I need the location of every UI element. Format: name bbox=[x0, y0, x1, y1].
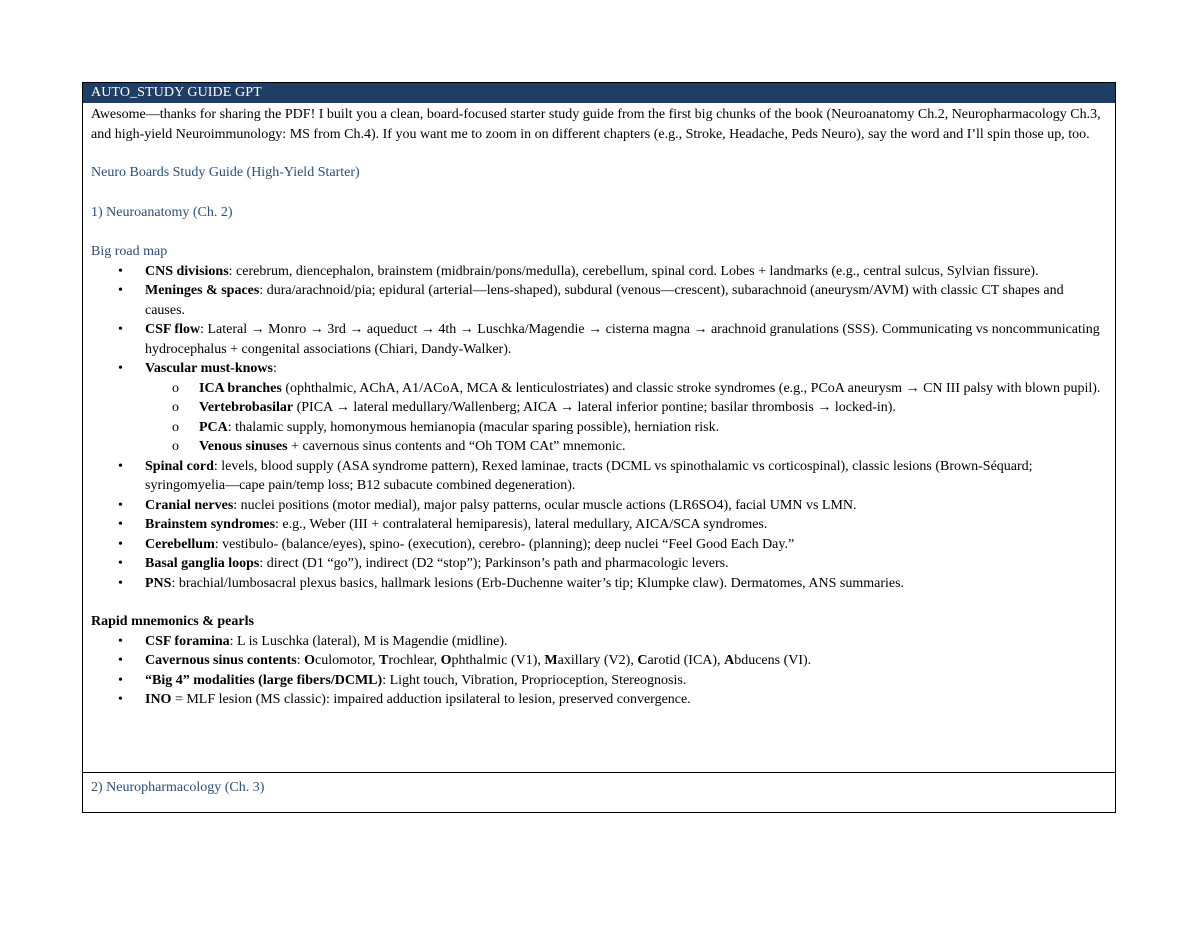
term: Cerebellum bbox=[145, 536, 215, 552]
sub-list-item bbox=[199, 379, 1107, 399]
term: CSF flow bbox=[145, 322, 201, 337]
item-text: axillary (V2), bbox=[557, 653, 638, 668]
term: ICA branches bbox=[199, 380, 282, 396]
intro-paragraph: Awesome—thanks for sharing the PDF! I built you a clean, board-focused starter study guide from the first big chunks of the book (Neuroanatomy Ch.2, Neuropharmacology Ch.3, and high-yield Neuroimmunology: MS from Ch.4). If you want me to zoom in on different chapters (e.g., Stroke, Headache, Peds Neuro), say the word and I’ll spin those up, too. bbox=[91, 107, 1101, 142]
term: CSF foramina bbox=[145, 633, 230, 649]
term: Venous sinuses bbox=[199, 439, 288, 454]
mnemonics-list bbox=[91, 632, 1107, 710]
item-text: : nuclei positions (motor medial), major palsy patterns, ocular muscle actions (LR6SO4), facial UMN vs LMN. bbox=[233, 497, 857, 513]
list-item bbox=[145, 320, 1107, 359]
item-text: : L is Luschka (lateral), M is Magendie (midline). bbox=[229, 633, 508, 649]
mnemonic-letter: M bbox=[544, 653, 558, 668]
term: Vertebrobasilar bbox=[199, 400, 294, 415]
term: PNS bbox=[145, 575, 172, 591]
item-text: : Light touch, Vibration, Proprioception, Stereognosis. bbox=[382, 672, 687, 688]
item-text: : levels, blood supply (ASA syndrome pattern), Rexed laminae, tracts (DCML vs spinothalamic vs corticospinal), classic lesions (Brown-Séquard; syringomyelia—cape pain/temp loss; B12 subacute combined degeneration). bbox=[145, 458, 1033, 493]
item-text: : cerebrum, diencephalon, brainstem (midbrain/pons/medulla), cerebellum, spinal cord. Lobes + landmarks (e.g., central sulcus, Sylvian fissure). bbox=[228, 263, 1039, 279]
list-item bbox=[145, 515, 1107, 535]
list-item bbox=[145, 262, 1107, 282]
item-text: = MLF lesion (MS classic): impaired adduction ipsilateral to lesion, preserved convergence. bbox=[171, 692, 691, 707]
term: INO bbox=[145, 692, 172, 707]
section-2-title: 2) Neuropharmacology (Ch. 3) bbox=[91, 780, 265, 795]
list-item bbox=[145, 535, 1107, 555]
sub-list-item bbox=[199, 398, 1107, 418]
term: Vascular must-knows bbox=[145, 361, 273, 376]
list-item bbox=[145, 632, 1107, 652]
spacer bbox=[91, 593, 1107, 612]
item-text: bducens (VI). bbox=[734, 653, 812, 668]
term: “Big 4” modalities (large fibers/DCML) bbox=[145, 672, 383, 688]
mnemonic-letter: A bbox=[724, 653, 735, 668]
term: PCA bbox=[199, 419, 228, 435]
item-text: + cavernous sinus contents and “Oh TOM CAt” mnemonic. bbox=[287, 439, 626, 454]
item-text: (PICA → lateral medullary/Wallenberg; AICA → lateral inferior pontine; basilar thrombosis → locked-in). bbox=[293, 400, 896, 415]
study-guide-frame bbox=[82, 82, 1116, 813]
list-item bbox=[145, 496, 1107, 516]
guide-title: Neuro Boards Study Guide (High-Yield Starter) bbox=[91, 165, 360, 180]
list-item bbox=[145, 651, 1107, 671]
mnemonics-title: Rapid mnemonics & pearls bbox=[91, 614, 254, 629]
mnemonic-letter: O bbox=[304, 653, 315, 668]
header-bar: AUTO_STUDY GUIDE GPT bbox=[83, 83, 1115, 103]
item-text: (ophthalmic, AChA, A1/ACoA, MCA & lenticulostriates) and classic stroke syndromes (e.g., PCoA aneurysm → CN III palsy with blown pupil). bbox=[281, 380, 1101, 396]
term: Basal ganglia loops bbox=[145, 556, 260, 571]
item-text: : thalamic supply, homonymous hemianopia (macular sparing possible), herniation risk. bbox=[227, 419, 720, 435]
term: CNS divisions bbox=[145, 263, 229, 279]
list-item bbox=[145, 359, 1107, 457]
vascular-sublist bbox=[145, 379, 1107, 457]
item-text: rochlear, bbox=[388, 653, 441, 668]
mnemonic-letter: C bbox=[637, 653, 648, 668]
section-divider bbox=[83, 772, 1115, 773]
term: Cavernous sinus contents bbox=[145, 653, 297, 668]
item-text: : e.g., Weber (III + contralateral hemiparesis), lateral medullary, AICA/SCA syndromes. bbox=[275, 517, 768, 532]
roadmap-title: Big road map bbox=[91, 244, 168, 259]
item-text: : bbox=[272, 361, 277, 376]
item-text: : direct (D1 “go”), indirect (D2 “stop”); Parkinson’s path and pharmacologic levers. bbox=[259, 556, 729, 571]
list-item bbox=[145, 690, 1107, 710]
item-text: culomotor, bbox=[314, 653, 379, 668]
list-item bbox=[145, 671, 1107, 691]
term: Brainstem syndromes bbox=[145, 517, 276, 532]
list-item bbox=[145, 457, 1107, 496]
sub-list-item bbox=[199, 418, 1107, 438]
roadmap-list bbox=[91, 262, 1107, 594]
item-text: : brachial/lumbosacral plexus basics, hallmark lesions (Erb-Duchenne waiter’s tip; Klumpke claw). Dermatomes, ANS summaries. bbox=[171, 575, 905, 591]
term: Spinal cord bbox=[145, 458, 214, 474]
term: Cranial nerves bbox=[145, 497, 234, 513]
mnemonic-letter: T bbox=[378, 653, 389, 668]
item-text: : vestibulo- (balance/eyes), spino- (execution), cerebro- (planning); deep nuclei “Feel Good Each Day.” bbox=[214, 536, 795, 552]
item-text: : Lateral → Monro → 3rd → aqueduct → 4th → Luschka/Magendie → cisterna magna → arachnoid granulations (SSS). Communicating vs noncommunicating hydrocephalus + congenital associations (Chiari, Dandy-Walker). bbox=[145, 322, 1100, 357]
content-body bbox=[83, 103, 1115, 710]
mnemonic-letter: O bbox=[440, 653, 452, 668]
term: Meninges & spaces bbox=[145, 283, 260, 298]
list-item bbox=[145, 554, 1107, 574]
item-text: : dura/arachnoid/pia; epidural (arterial—lens-shaped), subdural (venous—crescent), subarachnoid (aneurysm/AVM) with classic CT shapes and causes. bbox=[145, 283, 1064, 318]
item-text: arotid (ICA), bbox=[647, 653, 725, 668]
list-item bbox=[145, 574, 1107, 594]
section-1-title: 1) Neuroanatomy (Ch. 2) bbox=[91, 204, 233, 220]
sub-list-item bbox=[199, 437, 1107, 457]
item-text: phthalmic (V1), bbox=[451, 653, 545, 668]
list-item bbox=[145, 281, 1107, 320]
item-text: : bbox=[296, 653, 305, 668]
